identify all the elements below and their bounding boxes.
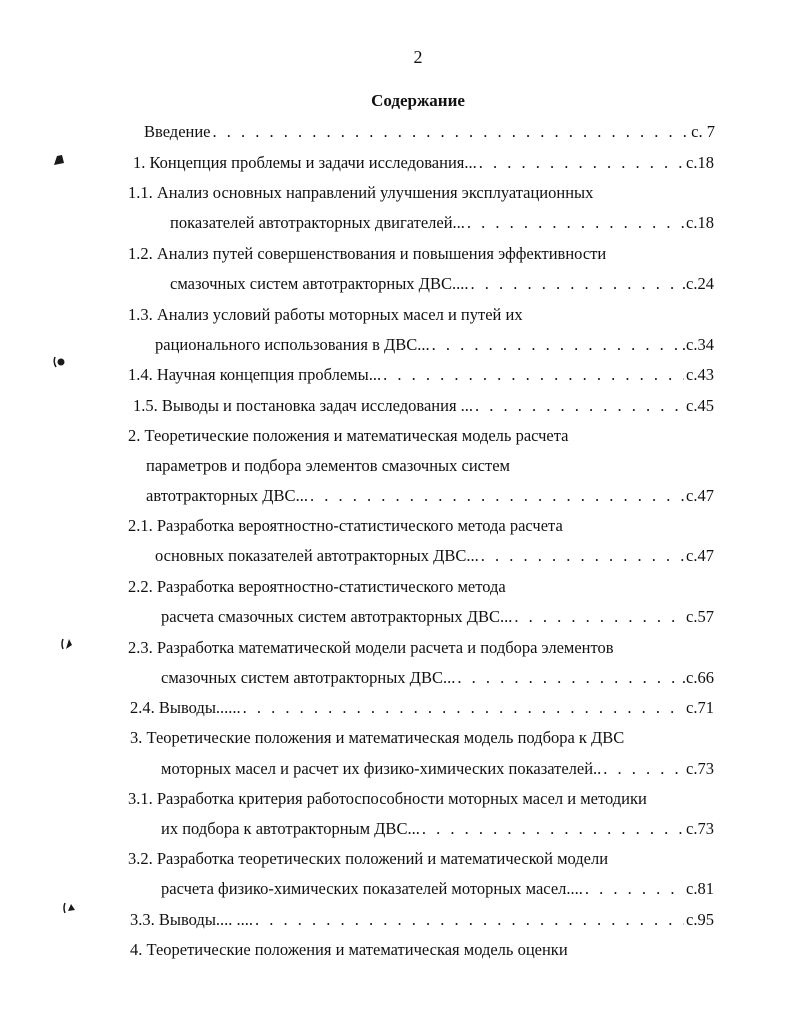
toc-title: Содержание (371, 91, 465, 110)
toc-entry-3-line1: 3. Теоретические положения и математическая модель подбора к ДВС (130, 728, 625, 747)
toc-entry-1-2 (170, 274, 714, 294)
leader-dots (310, 486, 684, 506)
toc-entry-text: смазочных систем автотракторных ДВС... (161, 668, 456, 687)
leader-dots (467, 213, 684, 233)
toc-entry-text: расчета смазочных систем автотракторных ДВС... (161, 607, 513, 626)
toc-entry-text: показателей автотракторных двигателей... (170, 213, 465, 232)
toc-entry-1 (133, 153, 714, 173)
toc-entry-1-3 (155, 335, 714, 355)
toc-entry-page: с.45 (686, 396, 714, 415)
toc-entry-text: 3.3. Выводы.... .... (130, 910, 254, 929)
toc-entry-page: с.18 (686, 213, 714, 232)
toc-entry-3 (161, 759, 714, 779)
leader-dots (432, 335, 680, 355)
leader-dots (243, 698, 684, 718)
scan-mark-3 (60, 637, 74, 651)
toc-entry-page: с.18 (686, 153, 714, 172)
toc-entry-4-line1: 4. Теоретические положения и математическая модель оценки (130, 940, 568, 959)
toc-entry-page: с.47 (686, 546, 714, 565)
scan-mark-2 (52, 355, 66, 369)
toc-entry-2-1-line1: 2.1. Разработка вероятностно-статистического метода расчета (128, 516, 563, 535)
toc-entry-text: их подбора к автотракторным ДВС... (161, 819, 420, 838)
leader-dots (383, 365, 684, 385)
leader-dots (479, 153, 684, 173)
leader-dots (481, 546, 684, 566)
toc-entry-1-2-line1: 1.2. Анализ путей совершенствования и повышения эффективности (128, 244, 607, 263)
toc-entry-2-2 (161, 607, 714, 627)
toc-entry-1-1 (170, 213, 714, 233)
scan-mark-1 (52, 153, 66, 167)
toc-entry-text: 1.4. Научная концепция проблемы... (128, 365, 382, 384)
toc-entry-page: .с.34 (681, 335, 714, 354)
toc-entry-intro (144, 122, 715, 142)
toc-entry-3-2-line1: 3.2. Разработка теоретических положений и математической модели (128, 849, 609, 868)
toc-entry-text: рационального использования в ДВС... (155, 335, 430, 354)
leader-dots (213, 122, 690, 142)
toc-entry-page: .с.24 (681, 274, 714, 293)
toc-entry-text: расчета физико-химических показателей моторных масел.... (161, 879, 583, 898)
toc-entry-text: смазочных систем автотракторных ДВС.... (170, 274, 469, 293)
leader-dots (422, 819, 684, 839)
toc-entry-page: с. 7 (691, 122, 715, 141)
toc-entry-3-3 (130, 910, 714, 930)
leader-dots (255, 910, 684, 930)
leader-dots (603, 759, 684, 779)
toc-entry-2-2-line1: 2.2. Разработка вероятностно-статистического метода (128, 577, 506, 596)
toc-entry-page: с.81 (686, 879, 714, 898)
toc-entry-text: Введение (144, 122, 211, 141)
toc-entry-text: 1. Концепция проблемы и задачи исследования... (133, 153, 477, 172)
leader-dots (585, 879, 684, 899)
toc-entry-2-line2: параметров и подбора элементов смазочных систем (146, 456, 510, 475)
toc-entry-1-3-line1: 1.3. Анализ условий работы моторных масел и путей их (128, 305, 523, 324)
toc-entry-page: .с.66 (681, 668, 714, 687)
toc-entry-3-2 (161, 879, 714, 899)
toc-entry-2-1 (155, 546, 714, 566)
leader-dots (514, 607, 684, 627)
toc-entry-page: с.95 (686, 910, 714, 929)
page-number: 2 (413, 47, 423, 67)
leader-dots (475, 396, 684, 416)
toc-entry-text: 1.5. Выводы и постановка задач исследования ... (133, 396, 474, 415)
scan-mark-4 (62, 901, 76, 915)
toc-entry-page: с.43 (686, 365, 714, 384)
toc-entry-1-1-line1: 1.1. Анализ основных направлений улучшения эксплуатационных (128, 183, 594, 202)
toc-entry-page: с.73 (686, 819, 714, 838)
toc-entry-text: 2.4. Выводы...... (130, 698, 241, 717)
toc-entry-2-3 (161, 668, 714, 688)
toc-entry-text: автотракторных ДВС... (146, 486, 308, 505)
toc-entry-2-3-line1: 2.3. Разработка математической модели расчета и подбора элементов (128, 638, 614, 657)
toc-entry-2-4 (130, 698, 714, 718)
toc-entry-3-1-line1: 3.1. Разработка критерия работоспособности моторных масел и методики (128, 789, 647, 808)
toc-entry-page: с.57 (686, 607, 714, 626)
toc-entry-text: основных показателей автотракторных ДВС... (155, 546, 479, 565)
leader-dots (470, 274, 679, 294)
toc-entry-3-1 (161, 819, 714, 839)
toc-entry-page: с.47 (686, 486, 714, 505)
toc-entry-page: с.73 (686, 759, 714, 778)
toc-entry-1-4 (128, 365, 714, 385)
toc-entry-page: с.71 (686, 698, 714, 717)
toc-entry-2-line1: 2. Теоретические положения и математическая модель расчета (128, 426, 569, 445)
toc-entry-2 (146, 486, 714, 506)
toc-entry-text: моторных масел и расчет их физико-химических показателей.. (161, 759, 602, 778)
leader-dots (457, 668, 680, 688)
toc-entry-1-5 (133, 396, 714, 416)
